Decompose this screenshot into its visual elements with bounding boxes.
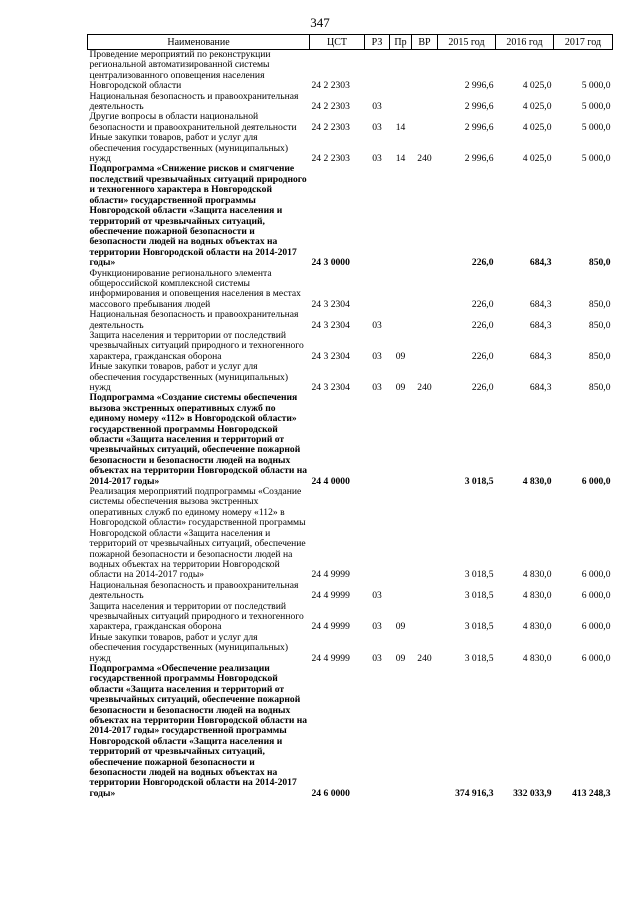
- row-name: Национальная безопасность и правоохранительная деятельность: [89, 309, 299, 331]
- row-cst: 24 3 0000: [311, 257, 350, 269]
- row-vr: [412, 112, 438, 133]
- row-pr: [390, 92, 412, 113]
- row-2017: 5 000,0: [581, 121, 611, 133]
- row-vr: [412, 164, 438, 268]
- row-2017: 6 000,0: [581, 652, 611, 664]
- row-pr: 09: [395, 652, 406, 664]
- table-row: [88, 50, 613, 92]
- row-vr: [412, 664, 438, 799]
- row-pr: 14: [395, 121, 406, 133]
- row-pr: [390, 310, 412, 331]
- row-2015: 226,0: [471, 382, 494, 393]
- header-name: Наименование: [88, 35, 310, 50]
- row-2015: 226,0: [471, 257, 494, 269]
- row-name: Реализация мероприятий подпрограммы «Создание системы обеспечения вызова экстренных оперативных служб по единому номеру «112» в Новгородской области» государственной программы Новгородской области «Защита населения и территорий от чрезвычайных ситуаций, обеспечение пожарной безопасности и безопасности людей на водных объектах на территории Новгородской области на 2014-2017 годы»: [89, 486, 306, 581]
- row-rz: 03: [372, 590, 382, 602]
- row-vr: [412, 487, 438, 581]
- row-2017: 5 000,0: [581, 101, 611, 113]
- row-rz: 03: [372, 621, 382, 633]
- row-pr: 09: [395, 621, 406, 633]
- row-name: Другие вопросы в области национальной безопасности и правоохранительной деятельности: [89, 111, 297, 133]
- row-cst: 24 4 9999: [311, 569, 350, 581]
- row-rz: [365, 664, 390, 799]
- table-row: [88, 92, 613, 113]
- row-2017: 850,0: [588, 298, 611, 310]
- row-rz: [365, 164, 390, 268]
- row-rz: 03: [372, 652, 382, 664]
- row-vr: [412, 92, 438, 113]
- row-2016: 684,3: [529, 382, 552, 393]
- row-2017: 6 000,0: [581, 569, 611, 581]
- row-cst: 24 3 2304: [311, 350, 350, 362]
- row-vr: 240: [417, 652, 432, 664]
- row-2016: 4 830,0: [522, 475, 552, 487]
- row-rz: 03: [372, 101, 382, 113]
- header-rz: РЗ: [365, 35, 390, 50]
- row-2016: 4 830,0: [522, 652, 552, 664]
- table-row: [88, 581, 613, 602]
- row-2016: 4 025,0: [522, 153, 552, 165]
- row-2016: 684,3: [529, 350, 552, 362]
- page-number: 347: [310, 15, 330, 30]
- row-vr: [412, 50, 438, 92]
- row-name: Подпрограмма «Создание системы обеспечения вызова экстренных оперативных служб по единому номеру «112» в Новгородской области» государственной программы Новгородской области «Защита населения и территорий от чрезвычайных ситуаций, обеспечение пожарной безопасности и безопасности людей на водных объектах на территории Новгородской области на 2014-2017 годы»: [89, 392, 308, 487]
- table-row: [88, 602, 613, 633]
- row-rz: 03: [372, 382, 382, 393]
- row-rz: 03: [372, 121, 382, 133]
- row-2016: 332 033,9: [513, 787, 552, 799]
- row-cst: 24 2 2303: [311, 153, 350, 165]
- table-header-row: [88, 35, 613, 50]
- table-row: [88, 269, 613, 311]
- row-2017: 850,0: [588, 350, 611, 362]
- row-pr: [390, 664, 412, 799]
- row-name: Проведение мероприятий по реконструкции региональной автоматизированной системы централизованного оповещения населения Новгородской области: [89, 49, 271, 92]
- row-2015: 374 916,3: [455, 787, 494, 799]
- row-name: Защита населения и территории от последствий чрезвычайных ситуаций природного и техногенного характера, гражданская оборона: [89, 329, 304, 362]
- row-2017: 6 000,0: [581, 475, 611, 487]
- row-vr: [412, 581, 438, 602]
- row-2016: 4 025,0: [522, 101, 552, 113]
- row-2015: 226,0: [471, 350, 494, 362]
- row-vr: [412, 393, 438, 487]
- row-rz: 03: [372, 153, 382, 165]
- header-vr: ВР: [412, 35, 438, 50]
- row-name: Национальная безопасность и правоохранительная деятельность: [89, 579, 299, 602]
- row-cst: 24 3 2304: [311, 319, 350, 331]
- row-cst: 24 4 9999: [311, 621, 350, 633]
- header-cst: ЦСТ: [310, 35, 365, 50]
- table-row: [88, 331, 613, 362]
- row-name: Подпрограмма «Обеспечение реализации государственной программы Новгородской области «Защита населения и территорий от чрезвычайных ситуаций, обеспечение пожарной безопасности и безопасности людей на водных объектах на территории Новгородской области на 2014-2017 годы» государственной программы Новгородской области «Защита населения и территорий от чрезвычайных ситуаций, обеспечение пожарной безопасности и безопасности людей на водных объектах на территории Новгородской области на 2014-2017 годы»: [89, 662, 308, 799]
- header-2016: 2016 год: [496, 35, 554, 50]
- row-cst: 24 2 2303: [311, 101, 350, 113]
- row-2017: 6 000,0: [581, 590, 611, 602]
- row-rz: [365, 269, 390, 311]
- row-2017: 850,0: [588, 382, 611, 393]
- row-pr: 09: [395, 382, 406, 393]
- row-vr: 240: [417, 382, 432, 393]
- row-2017: 850,0: [588, 319, 611, 331]
- row-name: Иные закупки товаров, работ и услуг для обеспечения государственных (муниципальных) нужд: [89, 132, 289, 165]
- row-name: Функционирование регионального элемента общероссийской комплексной системы информирования и оповещения населения в местах массового пребывания людей: [89, 267, 301, 310]
- row-2015: 2 996,6: [464, 80, 494, 92]
- row-vr: [412, 331, 438, 362]
- row-cst: 24 3 2304: [311, 382, 350, 393]
- row-cst: 24 6 0000: [311, 787, 350, 799]
- row-2016: 4 025,0: [522, 80, 552, 92]
- row-2016: 684,3: [529, 298, 552, 310]
- table-row: [88, 133, 613, 164]
- row-2015: 3 018,5: [464, 475, 494, 487]
- row-2015: 2 996,6: [464, 121, 494, 133]
- table-row: [88, 487, 613, 581]
- row-vr: [412, 269, 438, 311]
- row-pr: 14: [395, 153, 406, 165]
- row-vr: [412, 310, 438, 331]
- row-2016: 4 025,0: [522, 121, 552, 133]
- row-2015: 3 018,5: [464, 652, 494, 664]
- row-rz: 03: [372, 350, 382, 362]
- row-name: Иные закупки товаров, работ и услуг для обеспечения государственных (муниципальных) нужд: [89, 631, 289, 664]
- row-2017: 5 000,0: [581, 80, 611, 92]
- row-cst: 24 3 2304: [311, 298, 350, 310]
- table-row-subprogram: [88, 664, 613, 799]
- row-name: Подпрограмма «Снижение рисков и смягчение последствий чрезвычайных ситуаций природного и техногенного характера в Новгородской области» государственной программы Новгородской области «Защита населения и территорий от чрезвычайных ситуаций, обеспечение пожарной безопасности и безопасности людей на водных объектах на территории Новгородской области на 2014-2017 годы»: [89, 163, 307, 269]
- row-pr: [390, 487, 412, 581]
- row-2016: 4 830,0: [522, 590, 552, 602]
- row-2015: 3 018,5: [464, 621, 494, 633]
- row-name: Защита населения и территории от последствий чрезвычайных ситуаций природного и техногенного характера, гражданская оборона: [89, 600, 304, 633]
- row-2015: 3 018,5: [464, 590, 494, 602]
- header-pr: Пр: [390, 35, 412, 50]
- row-2017: 5 000,0: [581, 153, 611, 165]
- row-pr: [390, 393, 412, 487]
- table-row: [88, 633, 613, 664]
- budget-table: [87, 34, 613, 799]
- row-rz: [365, 393, 390, 487]
- row-pr: [390, 581, 412, 602]
- row-2016: 684,3: [529, 319, 552, 331]
- table-row: [88, 362, 613, 393]
- table-row: [88, 310, 613, 331]
- row-cst: 24 4 9999: [311, 652, 350, 664]
- row-pr: [390, 50, 412, 92]
- row-pr: [390, 269, 412, 311]
- table-row-subprogram: [88, 393, 613, 487]
- row-cst: 24 2 2303: [311, 121, 350, 133]
- row-2015: 226,0: [471, 319, 494, 331]
- row-pr: [390, 164, 412, 268]
- row-2017: 6 000,0: [581, 621, 611, 633]
- row-rz: [365, 487, 390, 581]
- row-2016: 4 830,0: [522, 569, 552, 581]
- row-2015: 3 018,5: [464, 569, 494, 581]
- table-row-subprogram: [88, 164, 613, 268]
- table-row: [88, 112, 613, 133]
- row-2015: 2 996,6: [464, 153, 494, 165]
- row-pr: 09: [395, 350, 406, 362]
- row-cst: 24 2 2303: [311, 80, 350, 92]
- row-cst: 24 4 9999: [311, 590, 350, 602]
- row-name: Иные закупки товаров, работ и услуг для обеспечения государственных (муниципальных) нужд: [89, 361, 289, 393]
- row-vr: [412, 602, 438, 633]
- row-2016: 684,3: [529, 257, 552, 269]
- row-2017: 413 248,3: [572, 787, 611, 799]
- row-2015: 226,0: [471, 298, 494, 310]
- row-name: Национальная безопасность и правоохранительная деятельность: [89, 90, 299, 113]
- row-rz: 03: [372, 319, 382, 331]
- row-2016: 4 830,0: [522, 621, 552, 633]
- row-rz: [365, 50, 390, 92]
- row-cst: 24 4 0000: [311, 475, 350, 487]
- header-2015: 2015 год: [438, 35, 496, 50]
- header-2017: 2017 год: [554, 35, 613, 50]
- row-vr: 240: [417, 153, 432, 165]
- row-2017: 850,0: [588, 257, 611, 269]
- row-2015: 2 996,6: [464, 101, 494, 113]
